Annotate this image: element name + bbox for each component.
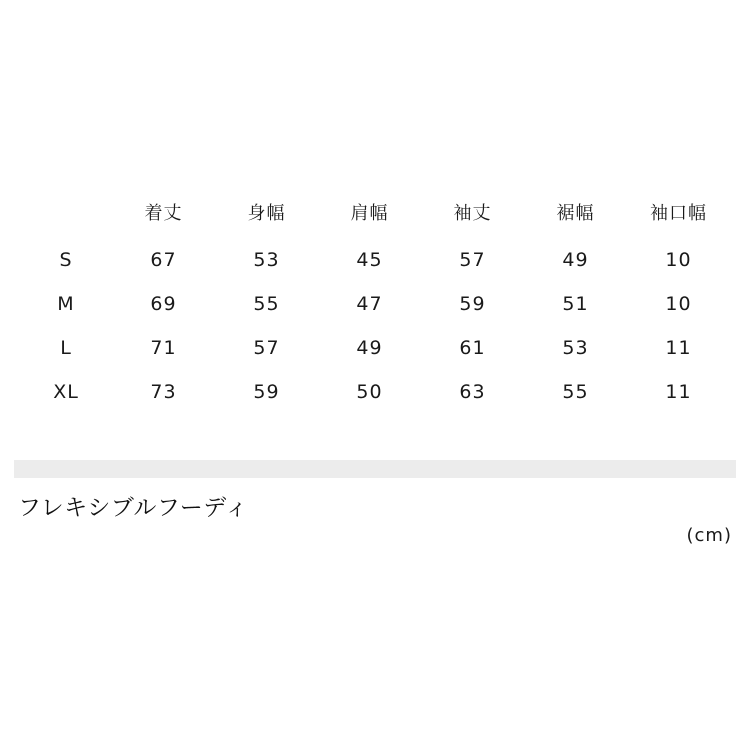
cell-shoulder-width: 49 bbox=[356, 337, 383, 359]
cell-length: 73 bbox=[150, 381, 177, 403]
cell-chest-width: 59 bbox=[253, 381, 280, 403]
column-header-chest-width: 身幅 bbox=[247, 203, 286, 224]
cell-chest-width: 57 bbox=[253, 337, 280, 359]
column-header-length: 着丈 bbox=[144, 203, 183, 224]
cell-sleeve-length: 59 bbox=[459, 293, 486, 315]
cell-hem-width: 51 bbox=[562, 293, 589, 315]
size-table-body bbox=[20, 238, 730, 414]
size-table bbox=[20, 186, 730, 414]
cell-sleeve-length: 61 bbox=[459, 337, 486, 359]
row-header-size: L bbox=[60, 337, 72, 359]
column-header-shoulder-width: 肩幅 bbox=[350, 203, 389, 224]
table-row bbox=[20, 370, 730, 414]
cell-cuff-width: 11 bbox=[665, 381, 692, 403]
cell-sleeve-length: 57 bbox=[459, 249, 486, 271]
cell-cuff-width: 11 bbox=[665, 337, 692, 359]
column-header-cuff-width: 袖口幅 bbox=[650, 203, 707, 224]
column-header-sleeve-length: 袖丈 bbox=[453, 203, 492, 224]
cell-hem-width: 53 bbox=[562, 337, 589, 359]
table-row bbox=[20, 326, 730, 370]
table-row bbox=[20, 282, 730, 326]
section-divider bbox=[14, 460, 736, 478]
cell-length: 67 bbox=[150, 249, 177, 271]
row-header-size: M bbox=[57, 293, 75, 315]
row-header-size: S bbox=[59, 249, 73, 271]
cell-shoulder-width: 47 bbox=[356, 293, 383, 315]
cell-length: 69 bbox=[150, 293, 177, 315]
cell-shoulder-width: 45 bbox=[356, 249, 383, 271]
cell-sleeve-length: 63 bbox=[459, 381, 486, 403]
size-table-header bbox=[20, 186, 730, 238]
cell-length: 71 bbox=[150, 337, 177, 359]
column-header-size bbox=[20, 186, 112, 238]
unit-note: (cm) bbox=[686, 525, 732, 546]
product-name: フレキシブルフーディ bbox=[18, 495, 249, 521]
table-header-row bbox=[20, 186, 730, 238]
cell-cuff-width: 10 bbox=[665, 293, 692, 315]
cell-hem-width: 55 bbox=[562, 381, 589, 403]
cell-chest-width: 53 bbox=[253, 249, 280, 271]
column-header-hem-width: 裾幅 bbox=[556, 203, 595, 224]
cell-chest-width: 55 bbox=[253, 293, 280, 315]
cell-cuff-width: 10 bbox=[665, 249, 692, 271]
row-header-size: XL bbox=[53, 381, 79, 403]
cell-shoulder-width: 50 bbox=[356, 381, 383, 403]
cell-hem-width: 49 bbox=[562, 249, 589, 271]
table-row bbox=[20, 238, 730, 282]
